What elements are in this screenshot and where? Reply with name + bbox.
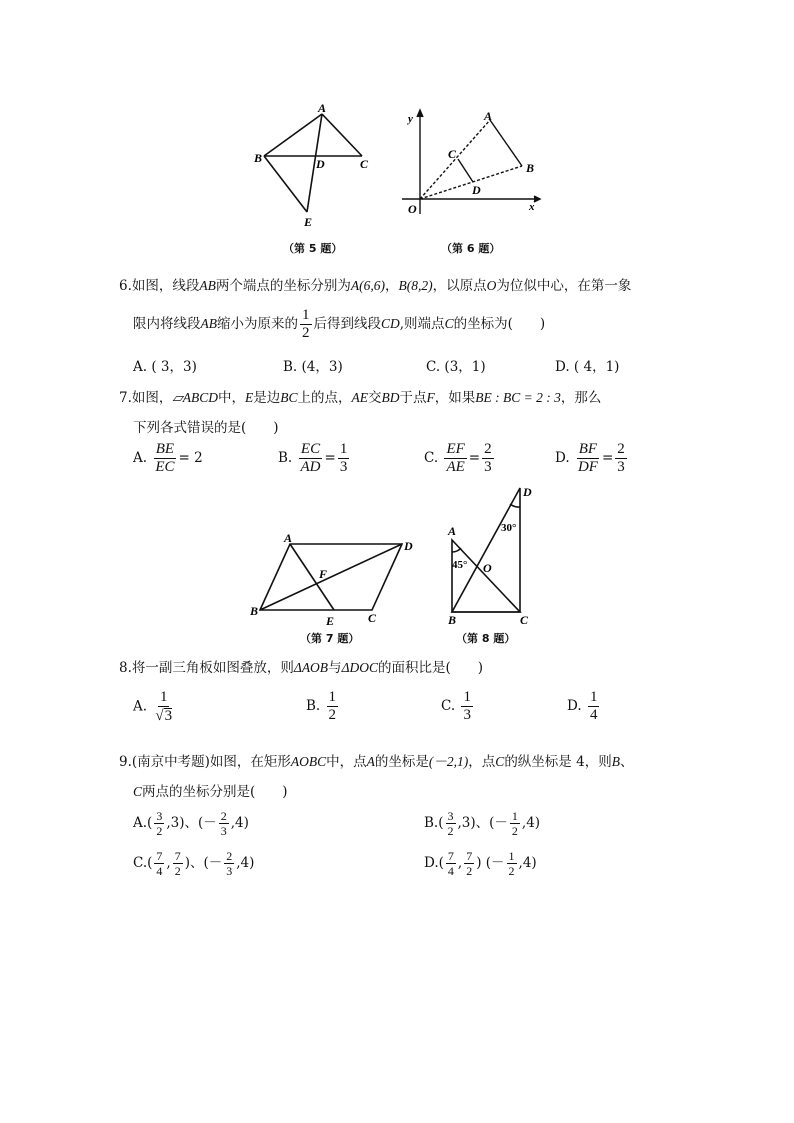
fig8-angle-30: 30° (501, 522, 517, 534)
figure-7 (246, 530, 426, 630)
fig6-label-D: D (472, 183, 481, 197)
fig8-angle-45: 45° (452, 559, 468, 571)
q6-option-d[interactable]: D. ( 4，1) (555, 359, 620, 375)
q7-line1: 7.如图，▱ABCD中，E是边BC上的点，AE交BD于点F，如果BE : BC = 2 : 3，那么 (119, 390, 602, 406)
fig6-label-O: O (408, 202, 417, 216)
q6-line1: 6.如图，线段AB两个端点的坐标分别为A(6,6)，B(8,2)，以原点O为位似中心，在第一象 (119, 278, 632, 294)
figure-8 (444, 482, 542, 628)
fig8-label-A: A (448, 524, 457, 538)
q9-option-d[interactable]: D.( $\frac{7}{4}$ , $\frac{7}{2}$ ) (－ $\frac{1}{2}$ ,4) (424, 849, 537, 878)
fig8-label-D: D (523, 485, 532, 499)
fig6-label-C: C (448, 147, 457, 161)
fig8-label-B: B (448, 613, 457, 627)
fig7-label-D: D (404, 539, 413, 553)
fig5-label-B: B (254, 151, 263, 165)
q7-option-d[interactable]: D. $\frac{BF}{DF}$ = $\frac{2}{3}$ (555, 441, 625, 475)
q9-option-a[interactable]: A.( $\frac{3}{2}$ ,3)、(－ $\frac{2}{3}$ ,4) (133, 809, 249, 838)
q9-line1: 9.(南京中考题)如图，在矩形AOBC中，点A的坐标是(－2,1)，点C的纵坐标是 4，则B、 (119, 754, 634, 770)
q7-option-c[interactable]: C. $\frac{EF}{AE}$ = $\frac{2}{3}$ (424, 441, 492, 475)
fig6-axis-x: x (529, 201, 535, 213)
q9-line2: C两点的坐标分别是( ) (133, 784, 288, 800)
fig7-label-B: B (250, 604, 259, 618)
fig5-label-E: E (304, 215, 313, 229)
q6-option-c[interactable]: C. (3，1) (426, 359, 486, 375)
fig5-label-D: D (316, 157, 325, 171)
fig7-caption: （第 7 题） (300, 632, 360, 645)
q8-stem: 8.将一副三角板如图叠放，则ΔAOB与ΔDOC的面积比是( ) (119, 660, 484, 676)
fig8-caption: （第 8 题） (456, 632, 516, 645)
fig7-label-F: F (319, 567, 328, 581)
q9-option-c[interactable]: C.( $\frac{7}{4}$ , $\frac{7}{2}$ )、(－ $\frac{2}{3}$ ,4) (133, 849, 255, 878)
figure-6 (398, 106, 546, 218)
q6-option-a[interactable]: A. ( 3，3) (133, 359, 197, 375)
q7-option-a[interactable]: A. $\frac{BE}{EC}$ = 2 (133, 441, 203, 475)
fig6-label-B: B (526, 161, 535, 175)
q6-fraction: $\frac{1}{2}$ (302, 307, 310, 341)
fig6-caption: （第 6 题） (441, 242, 501, 255)
q6-option-b[interactable]: B. (4，3) (283, 359, 343, 375)
q8-option-b[interactable]: B. $\frac{1}{2}$ (306, 689, 337, 723)
fig6-axis-y: y (408, 113, 413, 125)
q7-line2: 下列各式错误的是( ) (133, 420, 279, 436)
q8-option-d[interactable]: D. $\frac{1}{4}$ (567, 689, 598, 723)
fig5-caption: （第 5 题） (283, 242, 343, 255)
q9-option-b[interactable]: B.( $\frac{3}{2}$ ,3)、(－ $\frac{1}{2}$ ,4) (424, 809, 541, 838)
fig8-label-O: O (483, 561, 492, 575)
q8-option-a[interactable]: A. $\frac{1}{√3}$ (133, 689, 173, 724)
figure-5 (250, 100, 380, 230)
fig7-label-C: C (368, 611, 377, 625)
fig8-label-C: C (520, 613, 529, 627)
fig5-label-A: A (318, 101, 327, 115)
fig5-label-C: C (360, 157, 369, 171)
fig6-label-A: A (484, 109, 493, 123)
fig7-label-A: A (284, 531, 293, 545)
q8-option-c[interactable]: C. $\frac{1}{3}$ (441, 689, 471, 723)
fig7-label-E: E (326, 614, 335, 628)
q6-line2: 限内将线段AB缩小为原来的 $\frac{1}{2}$ 后得到线段CD,则端点C的坐标为( ) (133, 307, 546, 341)
q7-option-b[interactable]: B. $\frac{EC}{AD}$ = $\frac{1}{3}$ (278, 441, 348, 475)
